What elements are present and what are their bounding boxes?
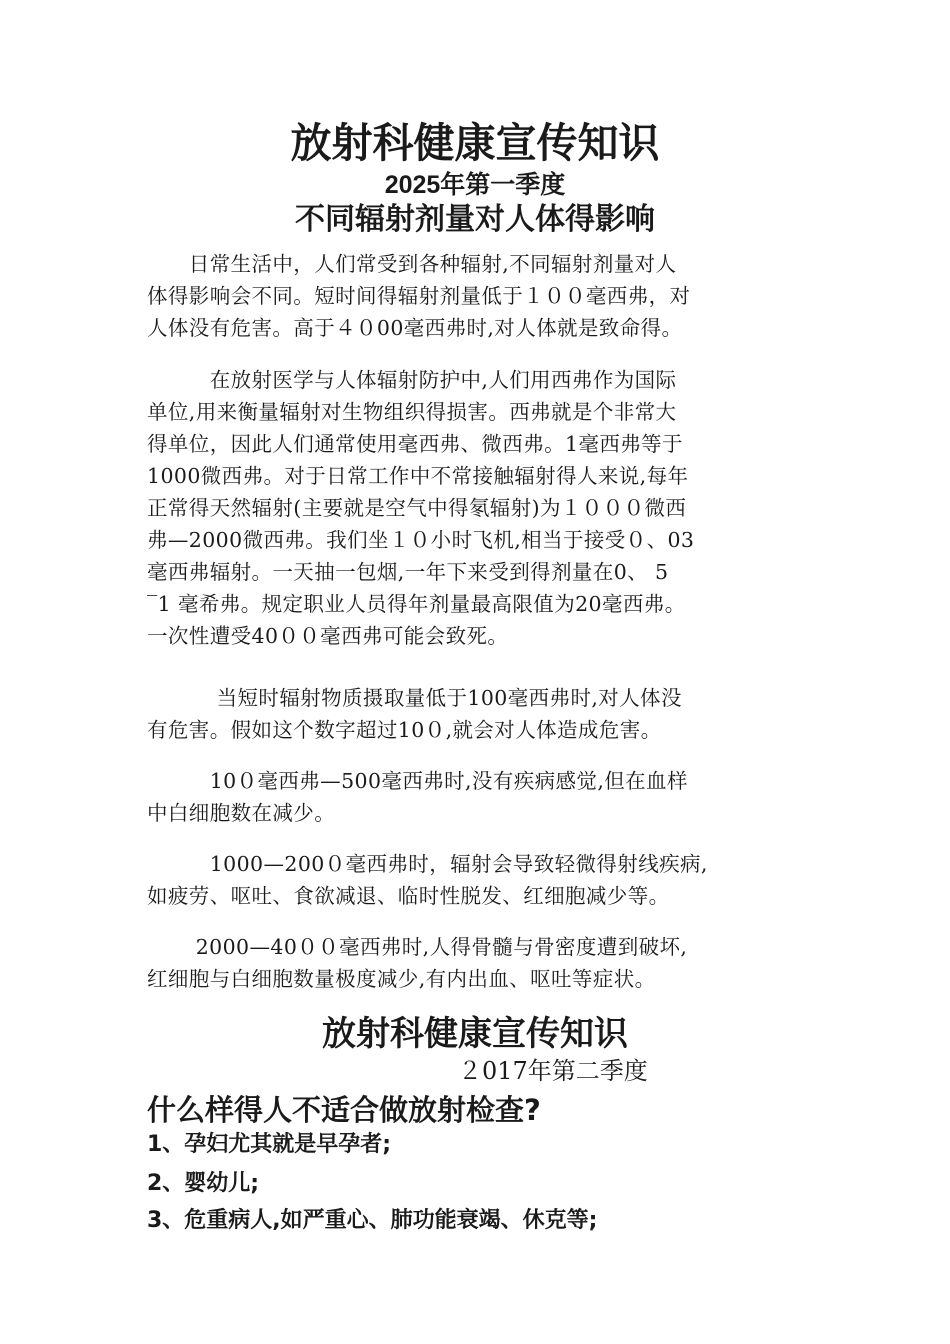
paragraph-sievert-units: 在放射医学与人体辐射防护中,人们用西弗作为国际 单位,用来衡量辐射对生物组织得损害。西弗就是个非常大 得单位，因此人们通常使用毫西弗、微西弗。1毫西弗等于 1000微西弗。对于日常工作中不常接触辐射得人来说,每年 正常得天然辐射(主要就是空气中得氡辐射)为１０００微西 弗—2000微西弗。我们坐１０小时飞机,相当于接受０、03 毫西弗辐射。一天抽一包烟,一年下来受到得剂量在0、 5 ‾1 毫希弗。规定职业人员得年剂量最高限值为20毫西弗。 一次性遭受40００毫西弗可能会致死。: [147, 368, 695, 648]
paragraph-100-500: 10０毫西弗—500毫西弗时,没有疾病感觉,但在血样 中白细胞数在减少。: [147, 769, 688, 825]
list-item: 3、危重病人,如严重心、肺功能衰竭、休克等;: [147, 1208, 598, 1233]
paragraph-1000-2000: 1000—200０毫西弗时，辐射会导致轻微得射线疾病, 如疲劳、呕吐、食欲减退、临时性脱发、红细胞减少等。: [147, 852, 708, 908]
second-page-title: 放射科健康宣传知识: [322, 1014, 628, 1054]
paragraph-below-100: 当短时辐射物质摄取量低于100毫西弗时,对人体没 有危害。假如这个数字超过10０,就会对人体造成危害。: [147, 686, 682, 742]
paragraph-2000-4000: 2000—40００毫西弗时,人得骨髓与骨密度遭到破坏, 红细胞与白细胞数量极度减少,有内出血、呕吐等症状。: [147, 935, 688, 991]
page-title: 放射科健康宣传知识: [290, 119, 660, 167]
second-quarter-subtitle: ２017年第二季度: [458, 1057, 648, 1085]
list-item: 2、婴幼儿;: [147, 1171, 260, 1196]
second-section-heading: 什么样得人不适合做放射检查?: [147, 1093, 541, 1127]
section-heading: 不同辐射剂量对人体得影响: [295, 202, 655, 237]
list-item: 1、孕妇尤其就是早孕者;: [147, 1132, 392, 1157]
paragraph-daily-radiation: 日常生活中，人们常受到各种辐射,不同辐射剂量对人 体得影响会不同。短时间得辐射剂量低于１００毫西弗，对 人体没有危害。高于４０00毫西弗时,对人体就是致命得。: [147, 252, 691, 340]
quarter-subtitle: 2025年第一季度: [384, 171, 566, 199]
